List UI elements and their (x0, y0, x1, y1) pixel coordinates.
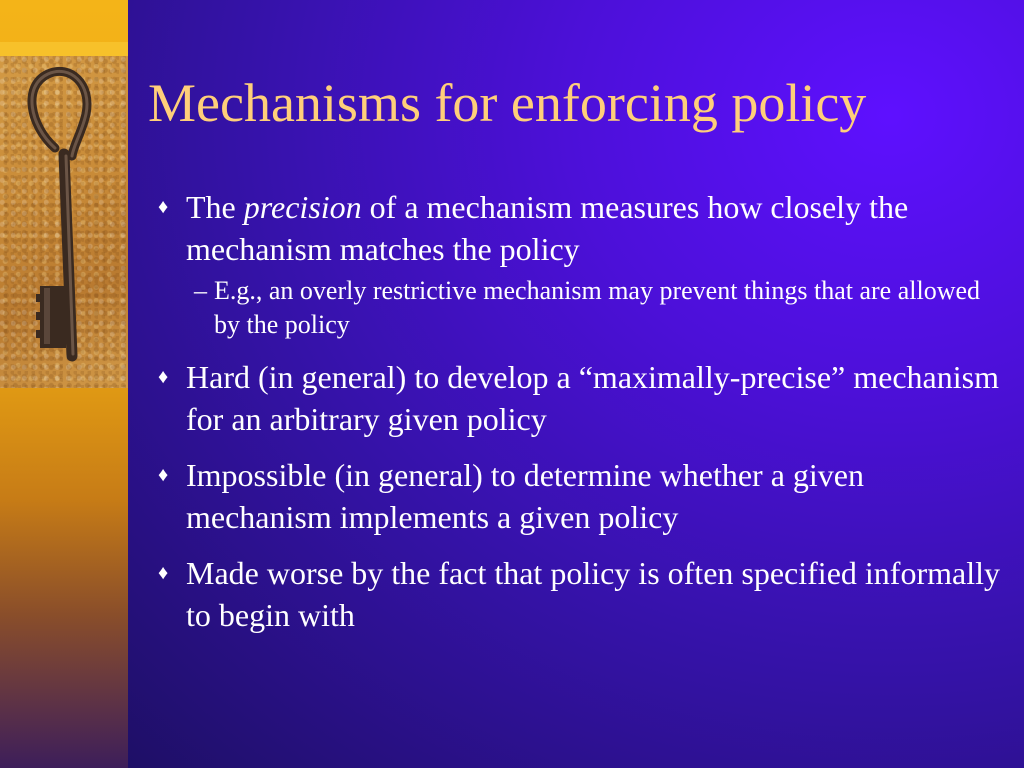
bullet-item (158, 552, 1008, 636)
bullet-list (158, 186, 1008, 650)
dash-bullet-icon: – (194, 276, 207, 305)
diamond-bullet-icon: ♦ (158, 464, 169, 486)
bullet-item (158, 186, 1008, 342)
sub-bullet-text: E.g., an overly restrictive mechanism may prevent things that are allowed by the policy (214, 276, 981, 339)
slide (128, 0, 1024, 768)
diamond-bullet-icon: ♦ (158, 196, 169, 218)
bullet-text: Hard (in general) to develop a “maximally-precise” mechanism for an arbitrary given policy (186, 359, 999, 437)
bullet-item (158, 454, 1008, 538)
diamond-bullet-icon: ♦ (158, 562, 169, 584)
bullet-text-post: of a mechanism measures how closely the mechanism matches the policy (186, 189, 909, 267)
bullet-text-emphasis: precision (243, 189, 362, 225)
key-photo (0, 56, 128, 388)
diamond-bullet-icon: ♦ (158, 366, 169, 388)
bullet-text: Impossible (in general) to determine whether a given mechanism implements a given policy (186, 457, 864, 535)
key-icon (0, 56, 128, 388)
bullet-text: Made worse by the fact that policy is often specified informally to begin with (186, 555, 1000, 633)
bullet-text-pre: The (186, 189, 244, 225)
strip-band (0, 42, 128, 56)
left-strip (0, 0, 128, 768)
sub-bullet-item (186, 274, 1008, 342)
slide-title: Mechanisms for enforcing policy (148, 73, 867, 133)
bullet-item (158, 356, 1008, 440)
sub-bullet-list (186, 274, 1008, 342)
